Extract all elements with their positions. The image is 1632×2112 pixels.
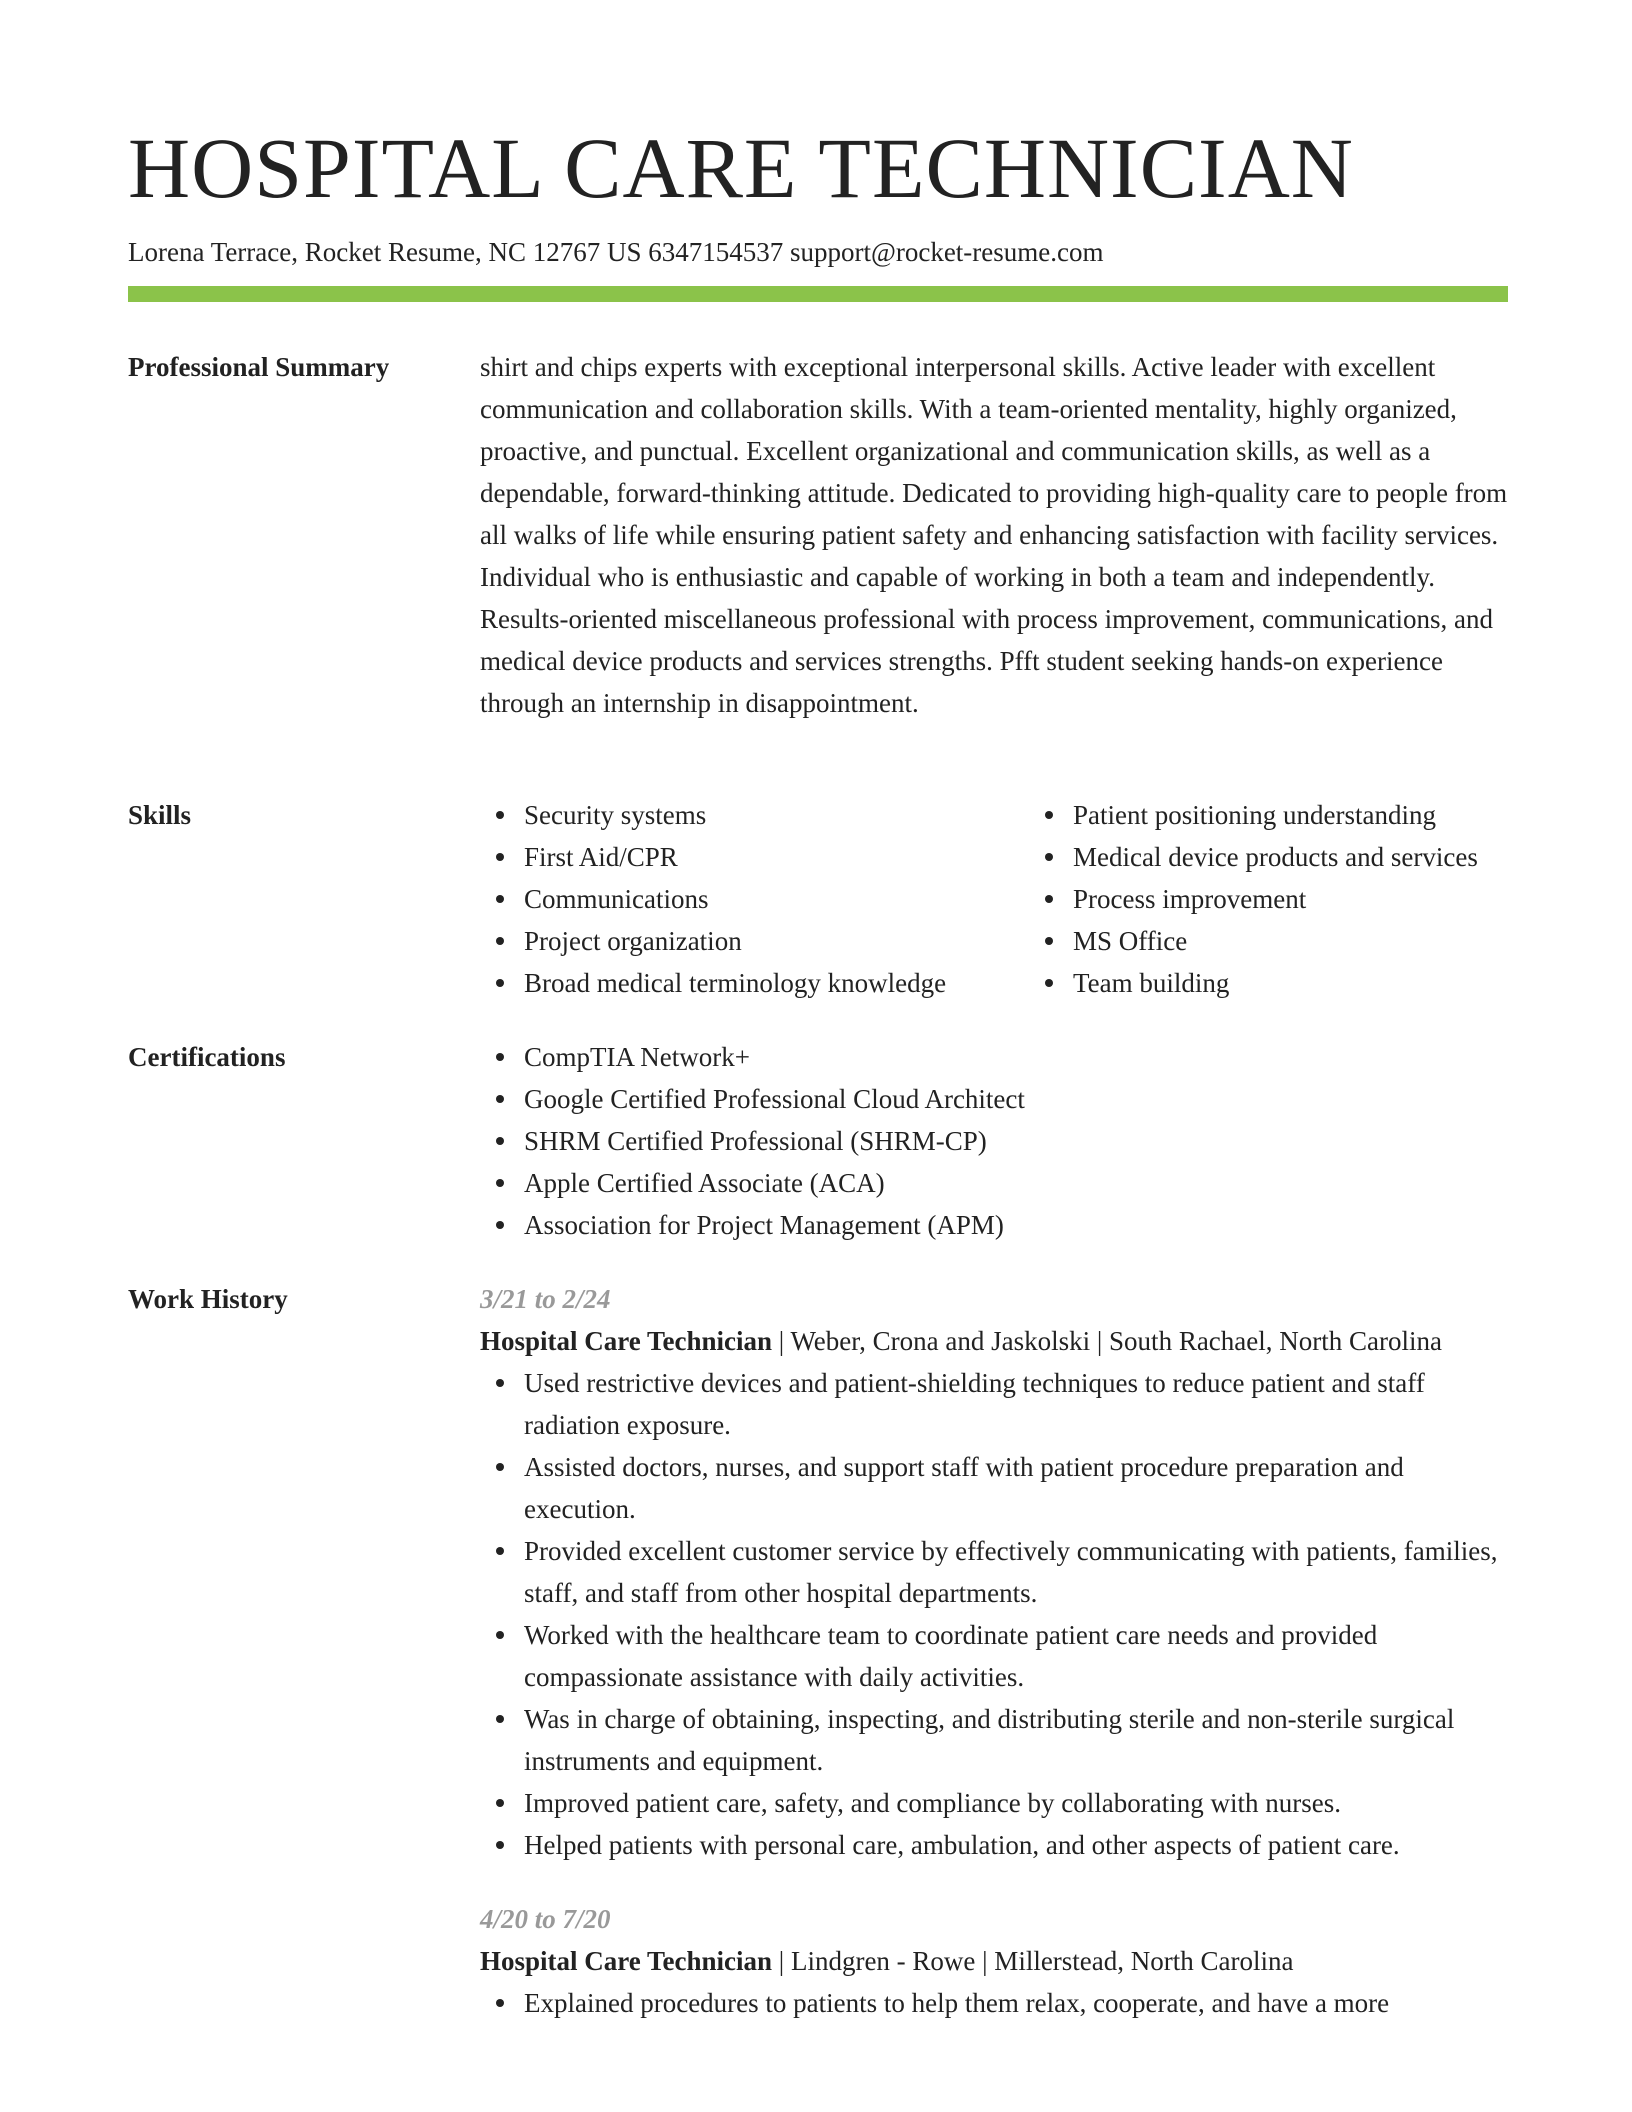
accent-divider: [128, 286, 1508, 302]
list-item: Security systems: [524, 794, 1029, 836]
list-item: Project organization: [524, 920, 1029, 962]
job-title: Hospital Care Technician: [480, 1946, 773, 1976]
skills-column-1: [480, 794, 1029, 1004]
skills-heading: Skills: [128, 800, 192, 830]
job-title: Hospital Care Technician: [480, 1326, 773, 1356]
job-dates: 4/20 to 7/20: [480, 1904, 611, 1934]
list-item: Process improvement: [1073, 878, 1478, 920]
skills-body: [480, 794, 1508, 1004]
certifications-section: [128, 1036, 1508, 1246]
work-history-body: [480, 1278, 1508, 2024]
list-item: Apple Certified Associate (ACA): [524, 1162, 1508, 1204]
summary-section: [128, 346, 1508, 724]
list-item: Broad medical terminology knowledge: [524, 962, 1029, 1004]
list-item: Explained procedures to patients to help them relax, cooperate, and have a more: [524, 1982, 1508, 2024]
work-history-heading: Work History: [128, 1284, 288, 1314]
list-item: Worked with the healthcare team to coordinate patient care needs and provided compassionate assistance with daily activities.: [524, 1614, 1508, 1698]
job-details: | Weber, Crona and Jaskolski | South Rachael, North Carolina: [772, 1326, 1442, 1356]
job-heading: [480, 1940, 1508, 1982]
list-item: Improved patient care, safety, and compliance by collaborating with nurses.: [524, 1782, 1508, 1824]
certifications-list: [480, 1036, 1508, 1246]
certifications-body: [480, 1036, 1508, 1246]
list-item: SHRM Certified Professional (SHRM-CP): [524, 1120, 1508, 1162]
job-heading: [480, 1320, 1508, 1362]
job-details: | Lindgren - Rowe | Millerstead, North Carolina: [772, 1946, 1294, 1976]
skills-section: [128, 794, 1508, 1004]
list-item: Was in charge of obtaining, inspecting, and distributing sterile and non-sterile surgical instruments and equipment.: [524, 1698, 1508, 1782]
list-item: Used restrictive devices and patient-shielding techniques to reduce patient and staff radiation exposure.: [524, 1362, 1508, 1446]
job-entry: [480, 1898, 1508, 2024]
job-bullets: [480, 1362, 1508, 1866]
list-item: Provided excellent customer service by effectively communicating with patients, families, staff, and staff from other hospital departments.: [524, 1530, 1508, 1614]
summary-body: [480, 346, 1508, 724]
list-item: Google Certified Professional Cloud Architect: [524, 1078, 1508, 1120]
resume-header: [128, 118, 1508, 272]
certifications-heading: Certifications: [128, 1042, 286, 1072]
list-item: Helped patients with personal care, ambulation, and other aspects of patient care.: [524, 1824, 1508, 1866]
list-item: Team building: [1073, 962, 1478, 1004]
page-title: HOSPITAL CARE TECHNICIAN: [128, 120, 1354, 216]
contact-line: Lorena Terrace, Rocket Resume, NC 12767 US 6347154537 support@rocket-resume.com: [128, 237, 1104, 267]
list-item: Communications: [524, 878, 1029, 920]
list-item: Assisted doctors, nurses, and support staff with patient procedure preparation and execution.: [524, 1446, 1508, 1530]
work-history-section: [128, 1278, 1508, 2024]
skills-column-2: [1029, 794, 1478, 1004]
list-item: Association for Project Management (APM): [524, 1204, 1508, 1246]
job-dates: 3/21 to 2/24: [480, 1284, 611, 1314]
job-bullets: [480, 1982, 1508, 2024]
list-item: First Aid/CPR: [524, 836, 1029, 878]
summary-text: shirt and chips experts with exceptional interpersonal skills. Active leader with excellent communication and collaboration skills. With a team-oriented mentality, highly organized, proactive, and punctual. Excellent organizational and communication skills, as well as a dependable, forward-thinking attitude. Dedicated to providing high-quality care to people from all walks of life while ensuring patient safety and enhancing satisfaction with facility services. Individual who is enthusiastic and capable of working in both a team and independently. Results-oriented miscellaneous professional with process improvement, communications, and medical device products and services strengths. Pfft student seeking hands-on experience through an internship in disappointment.: [480, 352, 1508, 718]
list-item: Medical device products and services: [1073, 836, 1478, 878]
summary-heading: Professional Summary: [128, 352, 390, 382]
list-item: MS Office: [1073, 920, 1478, 962]
list-item: CompTIA Network+: [524, 1036, 1508, 1078]
job-entry: [480, 1278, 1508, 1866]
list-item: Patient positioning understanding: [1073, 794, 1478, 836]
